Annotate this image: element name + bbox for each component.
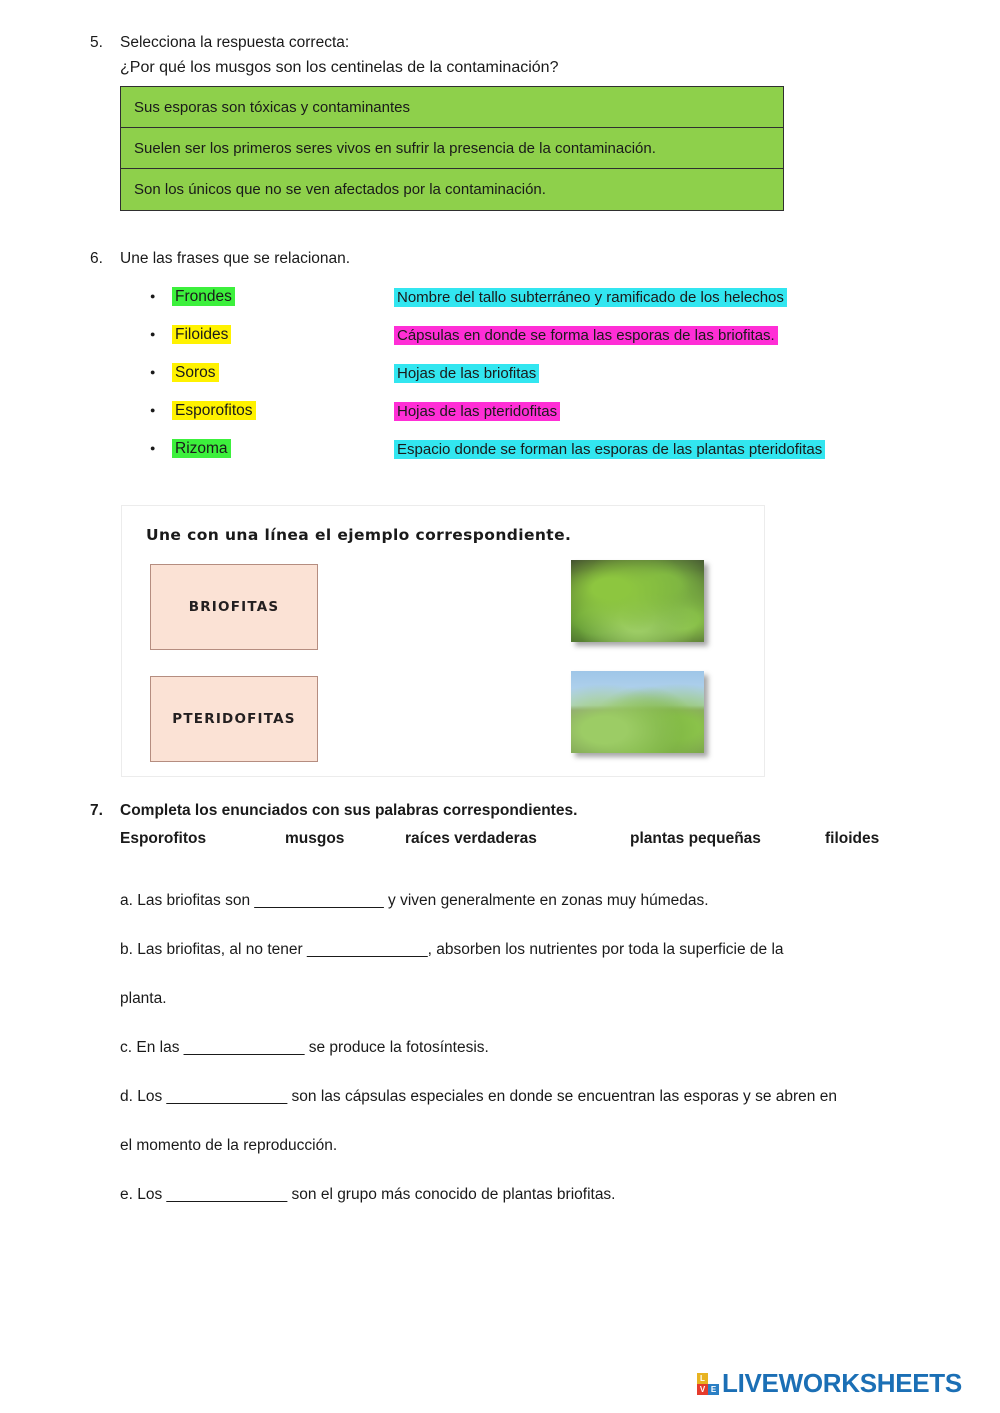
question-5-number: 5. [90,34,103,51]
liveworksheets-wordmark: LIVEWORKSHEETS [722,1368,962,1398]
match-row [150,316,970,354]
question-6 [90,248,970,468]
match-right-term[interactable] [394,365,539,382]
matching-list [150,278,970,468]
match-right-label: Cápsulas en donde se forma las esporas de las briofitas. [394,326,778,345]
fill-in-sentences [120,876,970,1219]
moss-photo [571,671,704,753]
liveworksheets-logo [697,1368,962,1399]
match-right-term[interactable] [394,289,787,306]
match-row [150,354,970,392]
option-b[interactable]: Suelen ser los primeros seres vivos en sufrir la presencia de la contaminación. [121,128,783,169]
word-bank-item: raíces verdaderas [405,830,537,847]
question-7-number: 7. [90,802,103,819]
sentence-b-cont: planta. [120,990,167,1007]
word-bank-item: Esporofitos [120,830,207,847]
question-5 [90,32,950,211]
sentence-a[interactable]: a. Las briofitas son _______________ y viven generalmente en zonas muy húmedas. [120,892,709,909]
match-right-label: Hojas de las briofitas [394,364,539,383]
match-left-term[interactable] [172,326,394,344]
question-7 [90,800,970,1219]
figure-title: Une con una línea el ejemplo correspondiente. [146,526,572,544]
bullet-icon [150,441,172,457]
question-7-instruction: Completa los enunciados con sus palabras correspondientes. [120,802,578,819]
bullet-icon [150,289,172,305]
question-5-instruction: Selecciona la respuesta correcta: [120,34,350,51]
match-left-term[interactable] [172,440,394,458]
lw-badge-bottom-row [697,1384,719,1395]
match-row [150,278,970,316]
match-left-term[interactable] [172,288,394,306]
match-right-term[interactable] [394,441,825,458]
sentence-d-cont: el momento de la reproducción. [120,1137,338,1154]
match-right-label: Hojas de las pteridofitas [394,402,560,421]
word-bank-item: musgos [285,830,345,847]
match-row [150,430,970,468]
match-left-label: Rizoma [172,439,231,458]
matching-figure [121,505,765,777]
bullet-icon [150,327,172,343]
question-5-options [120,86,784,211]
bullet-icon [150,403,172,419]
question-5-prompt: ¿Por qué los musgos son los centinelas de la contaminación? [120,59,559,76]
word-bank-item: filoides [825,830,880,847]
lw-badge-icon [697,1373,719,1395]
match-left-label: Filoides [172,325,231,344]
match-right-term[interactable] [394,327,778,344]
question-5-header [90,32,950,54]
match-right-term[interactable] [394,403,560,420]
match-left-label: Esporofitos [172,401,256,420]
figure-box-pteridofitas[interactable]: PTERIDOFITAS [150,676,318,762]
lw-badge-letter-v: V [697,1384,708,1395]
match-right-label: Espacio donde se forman las esporas de las plantas pteridofitas [394,440,825,459]
word-bank [120,830,970,848]
sentence-b[interactable]: b. Las briofitas, al no tener ______________, absorben los nutrientes por toda la superficie de la [120,941,784,958]
match-left-label: Soros [172,363,219,382]
lw-badge-letter-e: E [708,1384,719,1395]
sentence-e[interactable]: e. Los ______________ son el grupo más conocido de plantas briofitas. [120,1186,616,1203]
bullet-icon [150,365,172,381]
word-bank-item: plantas pequeñas [630,830,761,847]
option-a[interactable]: Sus esporas son tóxicas y contaminantes [121,87,783,128]
question-6-number: 6. [90,250,103,267]
lw-badge-letter-l: L [697,1373,708,1384]
match-left-term[interactable] [172,402,394,420]
option-c[interactable]: Son los únicos que no se ven afectados por la contaminación. [121,169,783,210]
match-left-label: Frondes [172,287,235,306]
match-row [150,392,970,430]
question-6-header [90,248,970,270]
sentence-d[interactable]: d. Los ______________ son las cápsulas especiales en donde se encuentran las esporas y se abren en [120,1088,837,1105]
fern-photo [571,560,704,642]
question-6-instruction: Une las frases que se relacionan. [120,250,351,267]
figure-box-briofitas[interactable]: BRIOFITAS [150,564,318,650]
match-right-label: Nombre del tallo subterráneo y ramificado de los helechos [394,288,787,307]
sentence-c[interactable]: c. En las ______________ se produce la fotosíntesis. [120,1039,489,1056]
question-7-header [90,800,970,822]
match-left-term[interactable] [172,364,394,382]
